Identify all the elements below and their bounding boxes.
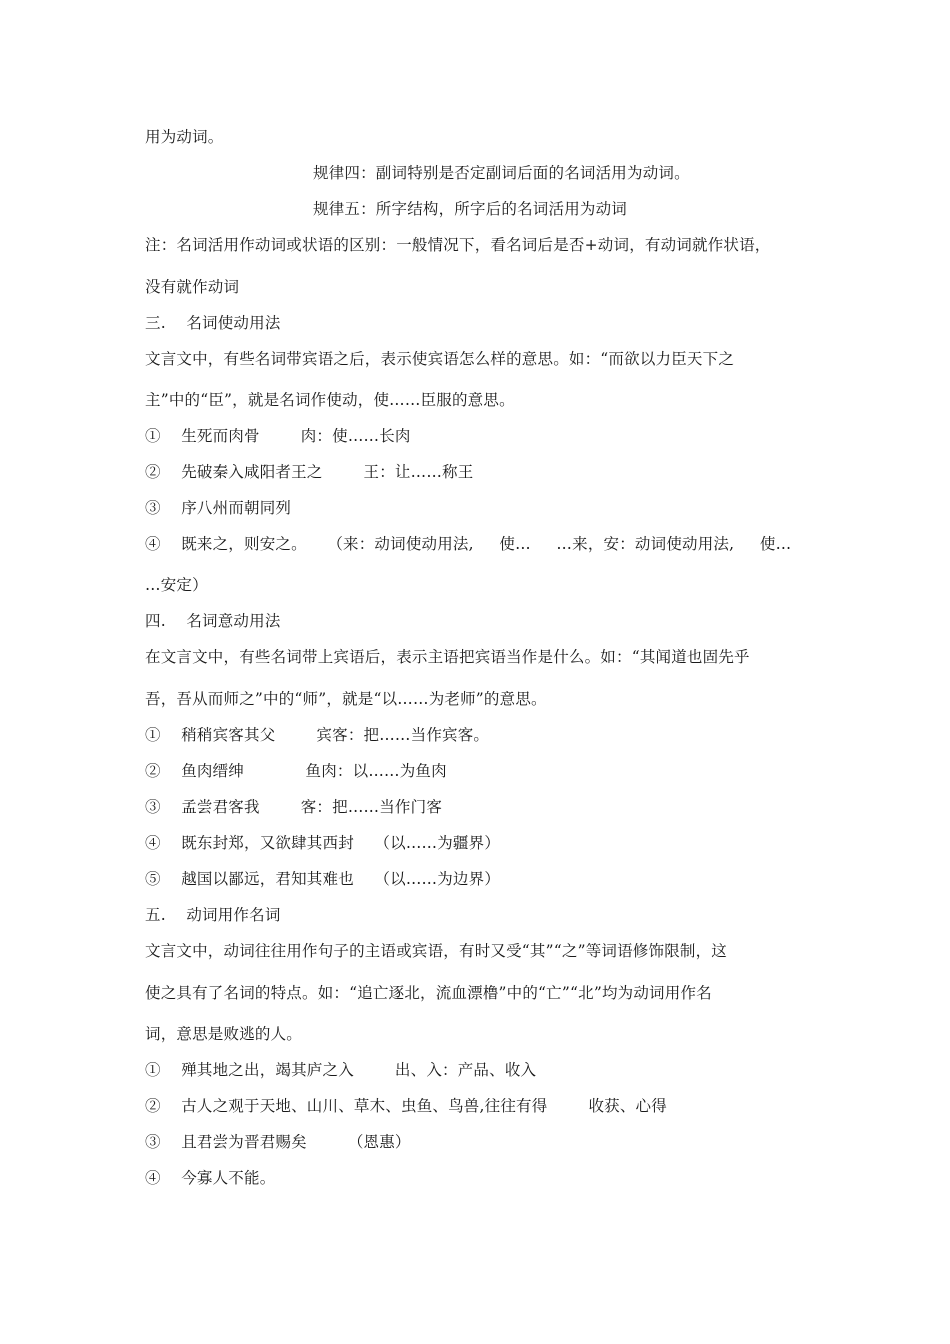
example-item: ② 鱼肉缙绅 鱼肉：以……为鱼肉 bbox=[145, 762, 447, 780]
example-item: ③ 孟尝君客我 客：把……当作门客 bbox=[145, 798, 443, 816]
paragraph-line: 使之具有了名词的特点。如：“追亡逐北，流血漂橹”中的“亡”“北”均为动词用作名 bbox=[145, 984, 712, 1002]
paragraph-line: 词，意思是败逃的人。 bbox=[145, 1025, 303, 1043]
paragraph-line: 主”中的“臣”，就是名词作使动，使……臣服的意思。 bbox=[145, 391, 515, 409]
text-line: 用为动词。 bbox=[145, 128, 224, 146]
example-item: ① 殚其地之出，竭其庐之入 出、入：产品、收入 bbox=[145, 1061, 537, 1079]
note-line: 注：名词活用作动词或状语的区别：一般情况下，看名词后是否+动词，有动词就作状语， bbox=[145, 236, 771, 254]
example-item: ① 生死而肉骨 肉：使……长肉 bbox=[145, 427, 411, 445]
rule-five-line: 规律五：所字结构，所字后的名词活用为动词 bbox=[313, 200, 628, 218]
example-item: ① 稍稍宾客其父 宾客：把……当作宾客。 bbox=[145, 726, 490, 744]
note-line-continued: 没有就作动词 bbox=[145, 278, 240, 296]
example-item: ④ 既来之，则安之。 （来：动词使动用法, 使… …来，安：动词使动用法, 使… bbox=[145, 535, 792, 553]
paragraph-line: 文言文中，动词往往用作句子的主语或宾语，有时又受“其”“之”等词语修饰限制，这 bbox=[145, 942, 727, 960]
example-item-continued: …安定） bbox=[145, 576, 208, 594]
example-item: ③ 序八州而朝同列 bbox=[145, 499, 292, 517]
example-item: ④ 今寡人不能。 bbox=[145, 1169, 276, 1187]
example-item: ④ 既东封郑，又欲肆其西封 （以……为疆界） bbox=[145, 834, 501, 852]
example-item: ② 古人之观于天地、山川、草木、虫鱼、鸟兽,往往有得 收获、心得 bbox=[145, 1097, 667, 1115]
example-item: ③ 且君尝为晋君赐矣 （恩惠） bbox=[145, 1133, 411, 1151]
section-heading-4: 四. 名词意动用法 bbox=[145, 612, 281, 630]
rule-four-line: 规律四：副词特别是否定副词后面的名词活用为动词。 bbox=[313, 164, 690, 182]
paragraph-line: 吾，吾从而师之”中的“师”，就是“以……为老师”的意思。 bbox=[145, 690, 547, 708]
example-item: ⑤ 越国以鄙远，君知其难也 （以……为边界） bbox=[145, 870, 501, 888]
paragraph-line: 在文言文中，有些名词带上宾语后，表示主语把宾语当作是什么。如：“其闻道也固先乎 bbox=[145, 648, 750, 666]
paragraph-line: 文言文中，有些名词带宾语之后，表示使宾语怎么样的意思。如：“而欲以力臣天下之 bbox=[145, 350, 735, 368]
example-item: ② 先破秦入咸阳者王之 王：让……称王 bbox=[145, 463, 474, 481]
section-heading-5: 五. 动词用作名词 bbox=[145, 906, 281, 924]
section-heading-3: 三. 名词使动用法 bbox=[145, 314, 281, 332]
